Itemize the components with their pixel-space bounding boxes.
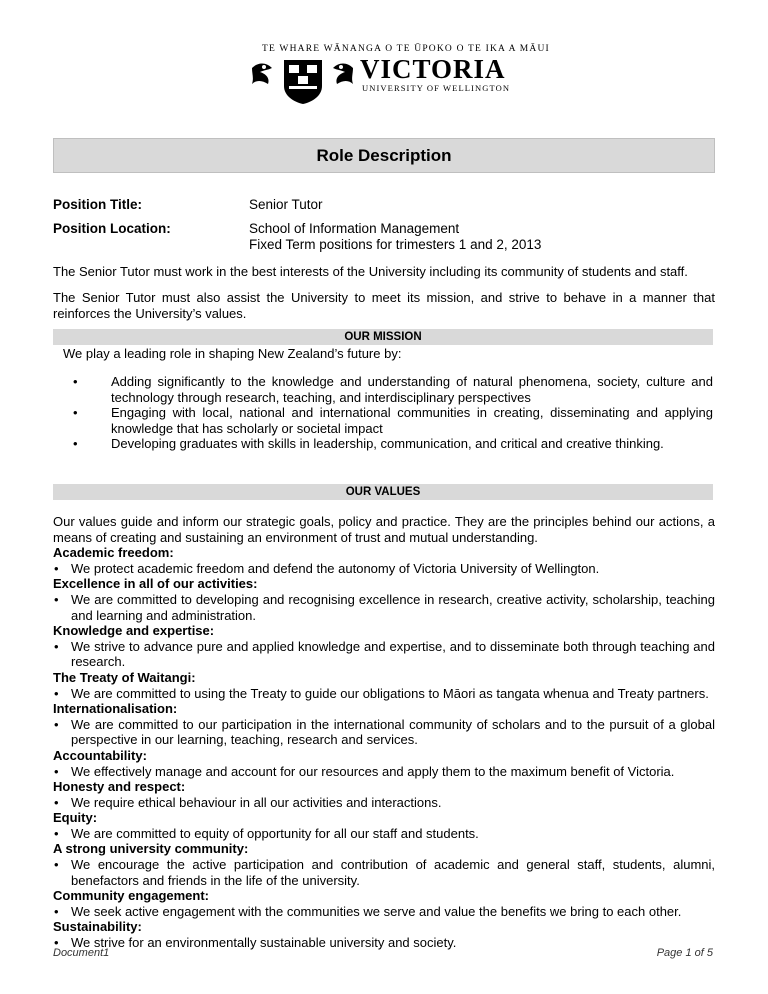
- value-title: The Treaty of Waitangi:: [53, 669, 196, 685]
- value-item: • We require ethical behaviour in all our activities and interactions.: [53, 795, 715, 811]
- mission-item: • Developing graduates with skills in leadership, communication, and critical and creative thinking.: [63, 436, 713, 452]
- value-item: • We strive to advance pure and applied knowledge and expertise, and to disseminate both through teaching and research.: [53, 639, 715, 670]
- position-title-row: [53, 197, 323, 213]
- university-subtitle: UNIVERSITY OF WELLINGTON: [362, 83, 511, 93]
- values-intro: Our values guide and inform our strategic goals, policy and practice. They are the principles behind our actions, a means of creating and sustaining an environment of trust and mutual understanding.: [53, 514, 715, 545]
- value-item: • We seek active engagement with the communities we serve and value the benefits we bring to each other.: [53, 904, 715, 920]
- mission-heading: OUR MISSION: [53, 329, 713, 345]
- position-title-value: Senior Tutor: [249, 197, 323, 212]
- position-location-label: Position Location:: [53, 221, 171, 236]
- intro-paragraph: The Senior Tutor must work in the best interests of the University including its community of students and staff.: [53, 264, 688, 279]
- maori-name: TE WHARE WĀNANGA O TE ŪPOKO O TE IKA A MĀUI: [262, 44, 550, 54]
- value-title: Excellence in all of our activities:: [53, 576, 258, 592]
- value-title: Community engagement:: [53, 888, 210, 904]
- position-location-line1: School of Information Management: [249, 221, 460, 236]
- intro-paragraph: The Senior Tutor must also assist the University to meet its mission, and strive to behave in a manner that reinforces the University’s values.: [53, 290, 715, 321]
- values-heading: OUR VALUES: [53, 484, 713, 500]
- value-title: Sustainability:: [53, 919, 142, 935]
- value-item: • We effectively manage and account for our resources and apply them to the maximum benefit of Victoria.: [53, 764, 715, 780]
- position-title-label: Position Title:: [53, 197, 143, 212]
- university-name: VICTORIA: [360, 54, 506, 84]
- value-title: Academic freedom:: [53, 545, 174, 561]
- value-title: Equity:: [53, 810, 98, 826]
- footer-page-number: Page 1 of 5: [656, 947, 713, 959]
- value-item: • We strive for an environmentally sustainable university and society.: [53, 935, 715, 951]
- mission-item: • Adding significantly to the knowledge and understanding of natural phenomena, society, culture and technology through research, teaching, and interdisciplinary perspectives: [63, 374, 713, 405]
- value-item: • We are committed to equity of opportunity for all our staff and students.: [53, 826, 715, 842]
- value-title: Accountability:: [53, 747, 147, 763]
- mission-intro: We play a leading role in shaping New Zealand’s future by:: [63, 346, 402, 361]
- value-title: Honesty and respect:: [53, 779, 186, 795]
- page-title: Role Description: [53, 138, 715, 173]
- values-section: [53, 514, 715, 951]
- position-location-line2: Fixed Term positions for trimesters 1 and 2, 2013: [249, 237, 542, 252]
- university-logo: [250, 44, 550, 104]
- value-item: • We encourage the active participation and contribution of academic and general staff, students, alumni, benefactors and friends in the life of the university.: [53, 857, 715, 888]
- mission-list: [63, 374, 713, 452]
- value-item: • We are committed to using the Treaty to guide our obligations to Māori as tangata whenua and Treaty partners.: [53, 686, 715, 702]
- value-item: • We are committed to our participation in the international community of scholars and to the pursuit of a global perspective in our learning, teaching, research and services.: [53, 717, 715, 748]
- value-title: A strong university community:: [53, 841, 249, 857]
- footer-doc-name: Document1: [53, 947, 110, 959]
- value-title: Internationalisation:: [53, 701, 178, 717]
- position-location-row: [53, 221, 541, 253]
- value-item: • We are committed to developing and recognising excellence in research, creative activity, scholarship, teaching and learning and administration.: [53, 592, 715, 623]
- value-item: • We protect academic freedom and defend the autonomy of Victoria University of Wellington.: [53, 561, 715, 577]
- crest-icon: [250, 58, 355, 104]
- value-title: Knowledge and expertise:: [53, 623, 215, 639]
- mission-item: • Engaging with local, national and international communities in creating, disseminating and applying knowledge that has scholarly or societal impact: [63, 405, 713, 436]
